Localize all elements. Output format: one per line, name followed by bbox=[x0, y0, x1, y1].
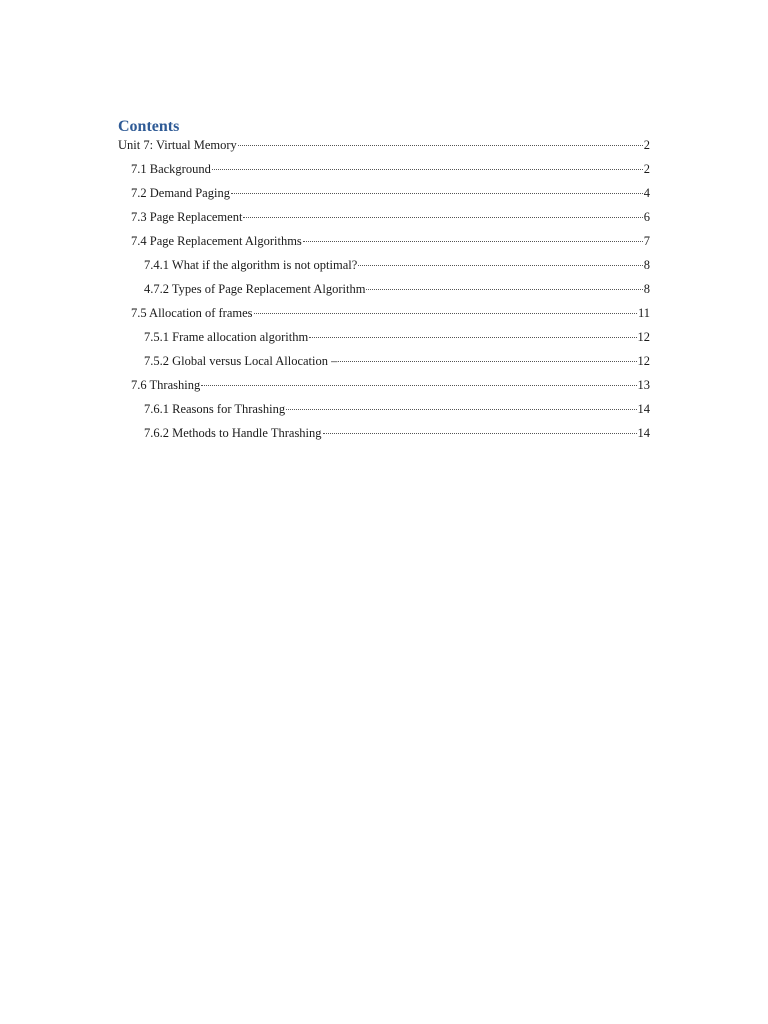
toc-entry-page: 12 bbox=[637, 354, 650, 368]
toc-entry-page: 8 bbox=[643, 258, 650, 272]
toc-entry-title: 7.1 Background bbox=[131, 162, 211, 176]
toc-entry-7-4[interactable] bbox=[131, 231, 650, 251]
dot-leader bbox=[303, 240, 643, 242]
dot-leader bbox=[366, 288, 642, 290]
toc-entry-page: 14 bbox=[637, 402, 650, 416]
dot-leader bbox=[243, 216, 642, 218]
dot-leader bbox=[231, 192, 643, 194]
dot-leader bbox=[254, 312, 637, 314]
dot-leader bbox=[309, 336, 636, 338]
toc-entry-7-5[interactable] bbox=[131, 303, 650, 323]
toc-entry-title: 7.5.2 Global versus Local Allocation – bbox=[144, 354, 338, 368]
toc-entry-page: 12 bbox=[637, 330, 650, 344]
dot-leader bbox=[323, 432, 637, 434]
toc-entry-7-5-2[interactable] bbox=[144, 351, 650, 371]
toc-entry-7-6-1[interactable] bbox=[144, 399, 650, 419]
toc-entry-7-3[interactable] bbox=[131, 207, 650, 227]
toc-entry-page: 7 bbox=[643, 234, 650, 248]
toc-heading: Contents bbox=[118, 118, 180, 135]
dot-leader bbox=[238, 144, 643, 146]
toc-entry-title: 7.4 Page Replacement Algorithms bbox=[131, 234, 302, 248]
toc-entry-page: 4 bbox=[643, 186, 650, 200]
toc-entry-page: 14 bbox=[637, 426, 650, 440]
toc-entry-7-2[interactable] bbox=[131, 183, 650, 203]
toc-entry-7-1[interactable] bbox=[131, 159, 650, 179]
dot-leader bbox=[212, 168, 643, 170]
toc-entry-title: 7.6 Thrashing bbox=[131, 378, 201, 392]
toc-entry-unit-7[interactable] bbox=[118, 135, 650, 155]
toc-entry-page: 11 bbox=[637, 306, 650, 320]
toc-entry-title: 7.5 Allocation of frames bbox=[131, 306, 253, 320]
toc-entry-7-4-1[interactable] bbox=[144, 255, 650, 275]
toc-entry-page: 2 bbox=[643, 162, 650, 176]
toc-entry-page: 13 bbox=[637, 378, 650, 392]
toc-entry-title: 7.3 Page Replacement bbox=[131, 210, 243, 224]
toc-entry-page: 2 bbox=[643, 138, 650, 152]
toc-entry-title: 7.6.1 Reasons for Thrashing bbox=[144, 402, 286, 416]
toc-entry-7-6-2[interactable] bbox=[144, 423, 650, 443]
toc-entry-title: 7.6.2 Methods to Handle Thrashing bbox=[144, 426, 322, 440]
toc-entry-title: 7.5.1 Frame allocation algorithm bbox=[144, 330, 309, 344]
dot-leader bbox=[338, 360, 636, 362]
toc-entry-4-7-2[interactable] bbox=[144, 279, 650, 299]
dot-leader bbox=[201, 384, 636, 386]
toc-entry-page: 6 bbox=[643, 210, 650, 224]
toc-entry-7-6[interactable] bbox=[131, 375, 650, 395]
toc-entry-title: 7.4.1 What if the algorithm is not optimal? bbox=[144, 258, 358, 272]
toc-entry-title: 7.2 Demand Paging bbox=[131, 186, 230, 200]
toc-entry-title: 4.7.2 Types of Page Replacement Algorithm bbox=[144, 282, 366, 296]
dot-leader bbox=[358, 264, 642, 266]
toc-entry-7-5-1[interactable] bbox=[144, 327, 650, 347]
dot-leader bbox=[286, 408, 636, 410]
toc-entry-page: 8 bbox=[643, 282, 650, 296]
toc-entry-title: Unit 7: Virtual Memory bbox=[118, 138, 237, 152]
